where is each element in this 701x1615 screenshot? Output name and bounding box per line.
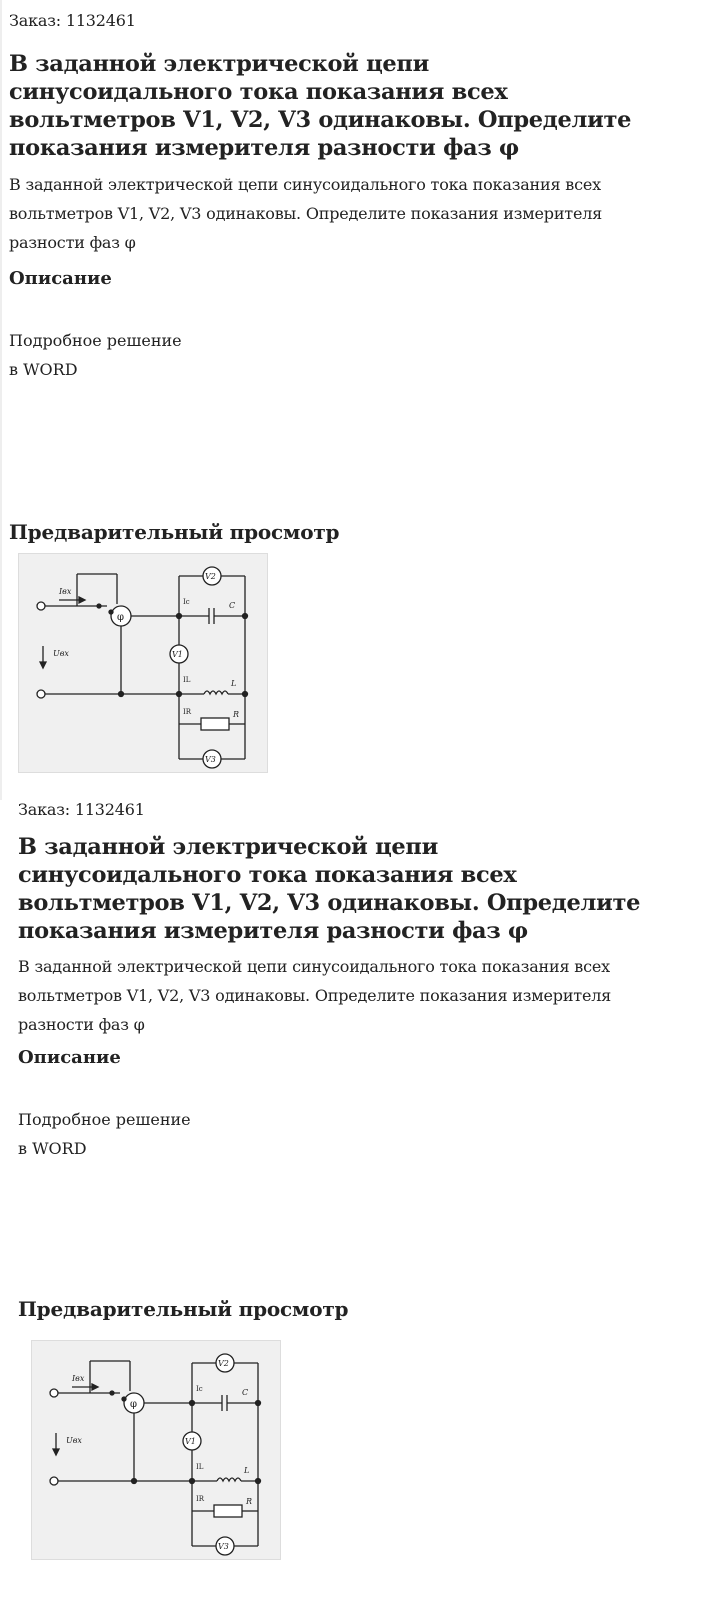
label-capacitor: C bbox=[229, 601, 236, 610]
label-current-c: Ic bbox=[183, 598, 190, 606]
label-input-voltage: Uвх bbox=[53, 649, 69, 658]
label-v1: V1 bbox=[172, 650, 183, 659]
label-current-l: IL bbox=[183, 676, 191, 684]
label-current-c: Ic bbox=[196, 1385, 203, 1393]
description-line: в WORD bbox=[9, 360, 78, 379]
circuit-diagram bbox=[32, 1341, 280, 1559]
description-heading: Описание bbox=[9, 268, 112, 289]
description-line: Подробное решение bbox=[18, 1110, 191, 1129]
description-line: в WORD bbox=[18, 1139, 87, 1158]
label-capacitor: C bbox=[242, 1388, 249, 1397]
left-border bbox=[0, 0, 2, 800]
label-inductor: L bbox=[244, 1466, 250, 1475]
circuit-diagram bbox=[19, 554, 267, 772]
summary-text: В заданной электрической цепи синусоидального тока показания всех вольтметров V1, V2, V3 одинаковы. Определите показания измерителя разности фаз φ bbox=[9, 175, 603, 252]
label-phase-meter: φ bbox=[117, 612, 125, 623]
label-current-l: IL bbox=[196, 1463, 204, 1471]
label-current-r: IR bbox=[196, 1495, 205, 1503]
description-body bbox=[18, 1105, 191, 1163]
preview-heading: Предварительный просмотр bbox=[18, 1297, 349, 1321]
page-title: В заданной электрической цепи синусоидального тока показания всех вольтметров V1, V2, V3 одинаковы. Определите показания измерителя разности фаз φ bbox=[18, 834, 641, 944]
label-phase-meter: φ bbox=[130, 1399, 138, 1410]
preview-heading: Предварительный просмотр bbox=[9, 520, 340, 544]
preview-image[interactable] bbox=[31, 1340, 281, 1560]
page-title: В заданной электрической цепи синусоидального тока показания всех вольтметров V1, V2, V3 одинаковы. Определите показания измерителя разности фаз φ bbox=[9, 51, 632, 161]
label-input-current: Iвх bbox=[59, 587, 72, 596]
description-heading: Описание bbox=[18, 1047, 121, 1068]
summary-text: В заданной электрической цепи синусоидального тока показания всех вольтметров V1, V2, V3 одинаковы. Определите показания измерителя разности фаз φ bbox=[18, 957, 612, 1034]
label-inductor: L bbox=[231, 679, 237, 688]
label-resistor: R bbox=[233, 710, 240, 719]
label-v1: V1 bbox=[185, 1437, 196, 1446]
label-resistor: R bbox=[246, 1497, 253, 1506]
label-v2: V2 bbox=[205, 572, 216, 581]
description-body bbox=[9, 326, 182, 384]
label-current-r: IR bbox=[183, 708, 192, 716]
order-number: Заказ: 1132461 bbox=[9, 11, 136, 30]
order-number: Заказ: 1132461 bbox=[18, 800, 145, 819]
label-v3: V3 bbox=[205, 755, 216, 764]
preview-image[interactable] bbox=[18, 553, 268, 773]
label-v3: V3 bbox=[218, 1542, 229, 1551]
label-v2: V2 bbox=[218, 1359, 229, 1368]
label-input-current: Iвх bbox=[72, 1374, 85, 1383]
label-input-voltage: Uвх bbox=[66, 1436, 82, 1445]
description-line: Подробное решение bbox=[9, 331, 182, 350]
